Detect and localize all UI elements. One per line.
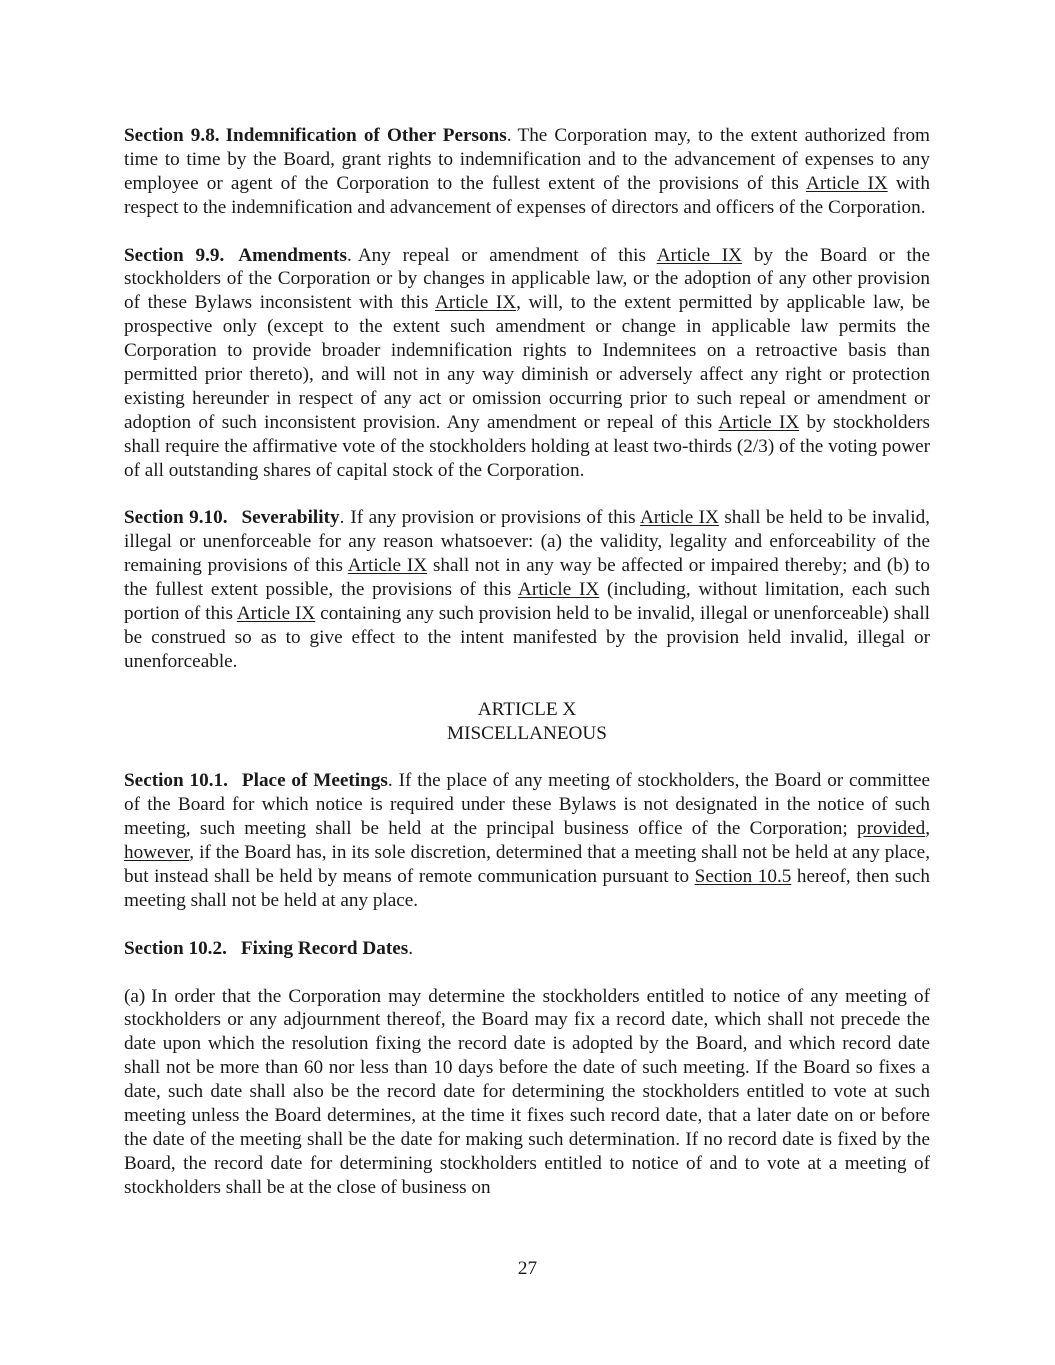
section-10-2-title: Fixing Record Dates [240, 937, 409, 959]
article-x-number: ARTICLE X [477, 698, 577, 720]
section-9-10-heading: Section 9.10. [124, 507, 228, 529]
section-9-10: Section 9.10. Severability. If any provision or provisions of this Article IX shall be held to be invalid, illegal or unenforceable for any reason whatsoever: (a) the validity, legality and enforceability of the remaining provisions of this Article IX shall not in any way be affected or impaired thereby; and (b) to the fullest extent possible, the provisions of this Article IX (including, without limitation, each such portion of this Article IX containing any such provision held to be invalid, illegal or unenforceable) shall be construed so as to give effect to the intent manifested by the provision held invalid, illegal or unenforceable. [124, 507, 930, 672]
article-ix-link: Article IX [806, 172, 888, 194]
article-x-heading [124, 698, 930, 746]
page-number: 27 [517, 1258, 538, 1279]
section-9-9: Section 9.9. Amendments. Any repeal or amendment of this Article IX by the Board or the stockholders of the Corporation or by changes in applicable law, or the adoption of any other provision of these Bylaws inconsistent with this Article IX, will, to the extent permitted by applicable law, be prospective only (except to the extent such amendment or change in applicable law permits the Corporation to provide broader indemnification rights to Indemnitees on a retroactive basis than permitted prior thereto), and will not in any way diminish or adversely affect any right or protection existing hereunder in respect of any act or omission occurring prior to such repeal or amendment or adoption of such inconsistent provision. Any amendment or repeal of this Article IX by stockholders shall require the affirmative vote of the stockholders holding at least two-thirds (2/3) of the voting power of all outstanding shares of capital stock of the Corporation. [124, 244, 930, 481]
section-10-1-text-2: , [925, 818, 930, 840]
section-10-2-a-label: (a) [124, 985, 146, 1007]
section-10-1-text-4: hereof, then such meeting shall not be held at any place. [124, 866, 930, 911]
section-9-8-title: Indemnification of Other Persons [225, 125, 507, 146]
section-9-8-text-1: The Corporation may, to the extent authorized from time to time by the Board, grant rights to indemnification and to the advancement of expenses to any employee or agent of the Corporation to the fullest extent of the provisions of this [124, 125, 930, 194]
provided-term: provided [856, 818, 926, 840]
section-10-1-heading: Section 10.1. [124, 770, 228, 792]
section-10-2: Section 10.2. Fixing Record Dates. [124, 937, 414, 959]
section-9-8: Section 9.8. Indemnification of Other Persons. The Corporation may, to the extent authorized from time to time by the Board, grant rights to indemnification and to the advancement of expenses to any employee or agent of the Corporation to the fullest extent of the provisions of this Article IX with respect to the indemnification and advancement of expenses of directors and officers of the Corporation. [124, 125, 930, 218]
section-9-9-text-4: by stockholders shall require the affirmative vote of the stockholders holding at least two-thirds (2/3) of the voting power of all outstanding shares of capital stock of the Corporation. [124, 411, 930, 481]
article-ix-link: Article IX [656, 244, 743, 266]
article-ix-link: Article IX [639, 507, 719, 529]
section-9-8-text-2: with respect to the indemnification and advancement of expenses of directors and officers of the Corporation. [124, 172, 930, 218]
section-9-9-text-2: by the Board or the stockholders of the Corporation or by changes in applicable law, or the adoption of any other provision of these Bylaws inconsistent with this [124, 244, 930, 314]
section-9-8-heading: Section 9.8. [124, 125, 220, 146]
section-10-2-heading: Section 10.2. [124, 937, 227, 959]
however-term: however [124, 842, 190, 864]
article-ix-link: Article IX [434, 292, 517, 314]
section-10-2-a-text: In order that the Corporation may determine the stockholders entitled to notice of any meeting of stockholders or any adjournment thereof, the Board may fix a record date, which shall not precede the date upon which the resolution fixing the record date is adopted by the Board, and which record date shall not be more than 60 nor less than 10 days before the date of such meeting. If the Board so fixes a date, such date shall also be the record date for determining the stockholders entitled to vote at such meeting unless the Board determines, at the time it fixes such record date, that a later date on or before the date of the meeting shall be the date for making such determination. If no record date is fixed by the Board, the record date for determining stockholders entitled to notice of and to vote at a meeting of stockholders shall be at the close of business on [124, 985, 930, 1198]
section-9-10-text-3: shall not in any way be affected or impaired thereby; and (b) to the fullest extent possible, the provisions of this [124, 555, 930, 601]
section-10-1-title: Place of Meetings [241, 770, 388, 792]
article-ix-link: Article IX [718, 411, 800, 433]
section-9-10-text-2: shall be held to be invalid, illegal or unenforceable for any reason whatsoever: (a) the validity, legality and enforceability of the remaining provisions of this [124, 507, 930, 577]
article-ix-link: Article IX [347, 555, 428, 577]
section-9-9-title: Amendments [238, 244, 348, 266]
section-10-1-text-3: , if the Board has, in its sole discretion, determined that a meeting shall not be held at any place, but instead shall be held by means of remote communication pursuant to [124, 842, 930, 888]
document-page [124, 124, 930, 1200]
section-9-9-text-3: , will, to the extent permitted by applicable law, be prospective only (except to the extent such amendment or change in applicable law permits the Corporation to provide broader indemnification rights to Indemnitees on a retroactive basis than permitted prior thereto), and will not in any way diminish or adversely affect any right or protection existing hereunder in respect of any act or omission occurring prior to such repeal or amendment or adoption of such inconsistent provision. Any amendment or repeal of this [124, 292, 930, 433]
article-ix-link: Article IX [517, 579, 600, 601]
article-x-title: MISCELLANEOUS [447, 722, 607, 744]
section-10-1: Section 10.1. Place of Meetings. If the place of any meeting of stockholders, the Board or committee of the Board for which notice is required under these Bylaws is not designated in the notice of such meeting, such meeting shall be held at the principal business office of the Corporation; provided, however, if the Board has, in its sole discretion, determined that a meeting shall not be held at any place, but instead shall be held by means of remote communication pursuant to Section 10.5 hereof, then such meeting shall not be held at any place. [124, 770, 930, 911]
section-10-5-link: Section 10.5 [694, 866, 792, 888]
section-9-9-heading: Section 9.9. [124, 244, 225, 266]
section-9-10-text-4: (including, without limitation, each such portion of this [124, 579, 930, 625]
section-9-9-text-1: Any repeal or amendment of this [357, 244, 657, 266]
article-ix-link: Article IX [236, 603, 316, 625]
section-9-10-text-5: containing any such provision held to be invalid, illegal or unenforceable) shall be construed so as to give effect to the intent manifested by the provision held invalid, illegal or unenforceable. [124, 603, 930, 672]
section-9-10-text-1: If any provision or provisions of this [350, 507, 640, 529]
section-10-2-a [124, 985, 930, 1200]
section-9-10-title: Severability [241, 507, 340, 529]
section-10-1-text-1: If the place of any meeting of stockholders, the Board or committee of the Board for which notice is required under these Bylaws is not designated in the notice of such meeting, such meeting shall be held at the principal business office of the Corporation; [124, 770, 930, 840]
